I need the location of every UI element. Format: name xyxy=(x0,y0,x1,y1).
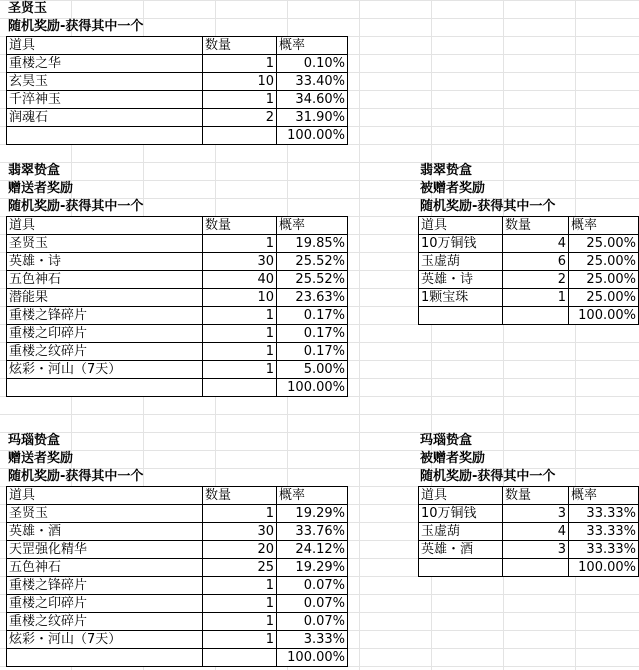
cell-total[interactable]: 100.00% xyxy=(277,127,348,145)
section-line2: 被赠者奖励 xyxy=(420,181,486,196)
cell-item[interactable]: 润魂石 xyxy=(7,109,203,127)
cell-prob[interactable]: 33.40% xyxy=(277,73,348,91)
cell-qty[interactable]: 4 xyxy=(503,235,569,253)
cell-prob[interactable]: 19.29% xyxy=(277,505,348,523)
header-item[interactable]: 道具 xyxy=(7,487,203,505)
table-header-row xyxy=(7,217,348,235)
cell-item[interactable]: 千淬神玉 xyxy=(7,91,203,109)
section-manao-giver xyxy=(6,432,348,667)
cell-item[interactable]: 英雄・酒 xyxy=(419,541,503,559)
table-row xyxy=(7,595,348,613)
reward-table xyxy=(6,486,348,667)
cell-prob[interactable]: 33.76% xyxy=(277,523,348,541)
cell-prob[interactable]: 0.17% xyxy=(277,343,348,361)
cell-qty[interactable]: 1 xyxy=(203,505,277,523)
cell-item[interactable]: 重楼之纹碎片 xyxy=(7,613,203,631)
section-title: 玛瑙贽盒 xyxy=(8,433,61,448)
header-item[interactable]: 道具 xyxy=(419,487,503,505)
section-feicui-giver xyxy=(6,162,348,397)
cell-qty[interactable]: 6 xyxy=(503,253,569,271)
cell-item[interactable]: 五色神石 xyxy=(7,559,203,577)
table-row xyxy=(7,109,348,127)
section-title: 圣贤玉 xyxy=(8,1,48,16)
table-row xyxy=(7,613,348,631)
cell-qty[interactable]: 1 xyxy=(203,325,277,343)
table-row xyxy=(419,235,639,253)
header-prob[interactable]: 概率 xyxy=(277,487,348,505)
reward-table xyxy=(6,216,348,397)
reward-table xyxy=(418,216,639,325)
table-row xyxy=(7,235,348,253)
cell-empty[interactable] xyxy=(419,307,503,325)
cell-empty[interactable] xyxy=(203,127,277,145)
section-shengxianyu xyxy=(6,0,348,145)
header-item[interactable]: 道具 xyxy=(7,217,203,235)
header-item[interactable]: 道具 xyxy=(419,217,503,235)
header-qty[interactable]: 数量 xyxy=(503,217,569,235)
cell-total[interactable]: 100.00% xyxy=(569,307,639,325)
cell-qty[interactable]: 3 xyxy=(503,505,569,523)
cell-qty[interactable]: 1 xyxy=(503,289,569,307)
cell-prob[interactable]: 23.63% xyxy=(277,289,348,307)
table-row xyxy=(7,559,348,577)
section-feicui-receiver xyxy=(418,162,639,325)
cell-item[interactable]: 重楼之纹碎片 xyxy=(7,343,203,361)
cell-item[interactable]: 10万铜钱 xyxy=(419,505,503,523)
cell-total[interactable]: 100.00% xyxy=(277,649,348,667)
table-row xyxy=(7,325,348,343)
table-total-row xyxy=(7,127,348,145)
cell-prob[interactable]: 19.85% xyxy=(277,235,348,253)
cell-item[interactable]: 潜能果 xyxy=(7,289,203,307)
cell-prob[interactable]: 25.00% xyxy=(569,235,639,253)
cell-empty[interactable] xyxy=(203,649,277,667)
cell-item[interactable]: 圣贤玉 xyxy=(7,235,203,253)
cell-item[interactable]: 炫彩・河山（7天） xyxy=(7,631,203,649)
table-row xyxy=(419,271,639,289)
cell-qty[interactable]: 1 xyxy=(203,307,277,325)
section-subtitle: 随机奖励-获得其中一个 xyxy=(8,469,144,484)
cell-item[interactable]: 圣贤玉 xyxy=(7,505,203,523)
cell-item[interactable]: 玉虚葫 xyxy=(419,253,503,271)
header-qty[interactable]: 数量 xyxy=(203,217,277,235)
section-subtitle: 随机奖励-获得其中一个 xyxy=(8,19,144,34)
header-prob[interactable]: 概率 xyxy=(277,217,348,235)
cell-qty[interactable]: 20 xyxy=(203,541,277,559)
table-row xyxy=(7,631,348,649)
header-qty[interactable]: 数量 xyxy=(503,487,569,505)
cell-prob[interactable]: 0.07% xyxy=(277,613,348,631)
cell-item[interactable]: 英雄・诗 xyxy=(419,271,503,289)
table-total-row xyxy=(419,307,639,325)
section-title: 玛瑙贽盒 xyxy=(420,433,473,448)
header-qty[interactable]: 数量 xyxy=(203,37,277,55)
table-row xyxy=(7,577,348,595)
cell-total[interactable]: 100.00% xyxy=(569,559,639,577)
cell-prob[interactable]: 24.12% xyxy=(277,541,348,559)
section-line2: 赠送者奖励 xyxy=(8,181,74,196)
cell-qty[interactable]: 1 xyxy=(203,55,277,73)
table-total-row xyxy=(419,559,639,577)
cell-prob[interactable]: 34.60% xyxy=(277,91,348,109)
cell-item[interactable]: 五色神石 xyxy=(7,271,203,289)
table-row xyxy=(419,523,639,541)
table-header-row xyxy=(419,217,639,235)
cell-item[interactable]: 玉虚葫 xyxy=(419,523,503,541)
cell-qty[interactable]: 1 xyxy=(203,343,277,361)
table-row xyxy=(7,55,348,73)
cell-qty[interactable]: 1 xyxy=(203,235,277,253)
section-subtitle: 随机奖励-获得其中一个 xyxy=(8,199,144,214)
cell-qty[interactable]: 10 xyxy=(203,73,277,91)
cell-qty[interactable]: 1 xyxy=(203,91,277,109)
cell-qty[interactable]: 2 xyxy=(203,109,277,127)
cell-prob[interactable]: 25.52% xyxy=(277,271,348,289)
section-manao-receiver xyxy=(418,432,639,577)
cell-prob[interactable]: 0.07% xyxy=(277,595,348,613)
cell-total[interactable]: 100.00% xyxy=(277,379,348,397)
section-subtitle: 随机奖励-获得其中一个 xyxy=(420,199,556,214)
table-row xyxy=(419,505,639,523)
cell-item[interactable]: 炫彩・河山（7天） xyxy=(7,361,203,379)
cell-prob[interactable]: 25.52% xyxy=(277,253,348,271)
table-row xyxy=(7,541,348,559)
table-header-row xyxy=(7,37,348,55)
table-row xyxy=(419,253,639,271)
cell-qty[interactable]: 10 xyxy=(203,289,277,307)
cell-item[interactable]: 重楼之锋碎片 xyxy=(7,307,203,325)
cell-qty[interactable]: 3 xyxy=(503,541,569,559)
section-title: 翡翠贽盒 xyxy=(8,163,61,178)
cell-item[interactable]: 10万铜钱 xyxy=(419,235,503,253)
cell-qty[interactable]: 25 xyxy=(203,559,277,577)
table-row xyxy=(7,343,348,361)
cell-prob[interactable]: 33.33% xyxy=(569,541,639,559)
table-header-row xyxy=(7,487,348,505)
cell-item[interactable]: 英雄・诗 xyxy=(7,253,203,271)
cell-prob[interactable]: 25.00% xyxy=(569,289,639,307)
header-prob[interactable]: 概率 xyxy=(277,37,348,55)
table-row xyxy=(7,307,348,325)
cell-item[interactable]: 重楼之印碎片 xyxy=(7,325,203,343)
cell-item[interactable]: 天罡强化精华 xyxy=(7,541,203,559)
cell-prob[interactable]: 33.33% xyxy=(569,505,639,523)
cell-qty[interactable]: 4 xyxy=(503,523,569,541)
cell-prob[interactable]: 3.33% xyxy=(277,631,348,649)
cell-item[interactable]: 1颗宝珠 xyxy=(419,289,503,307)
table-row xyxy=(7,505,348,523)
reward-table xyxy=(6,36,348,145)
cell-qty[interactable]: 1 xyxy=(203,613,277,631)
table-row xyxy=(7,253,348,271)
header-prob[interactable]: 概率 xyxy=(569,217,639,235)
cell-prob[interactable]: 0.17% xyxy=(277,325,348,343)
cell-item[interactable]: 重楼之华 xyxy=(7,55,203,73)
cell-empty[interactable] xyxy=(7,127,203,145)
table-header-row xyxy=(419,487,639,505)
table-row xyxy=(419,289,639,307)
table-total-row xyxy=(7,379,348,397)
cell-prob[interactable]: 0.17% xyxy=(277,307,348,325)
cell-item[interactable]: 英雄・酒 xyxy=(7,523,203,541)
cell-item[interactable]: 重楼之锋碎片 xyxy=(7,577,203,595)
cell-prob[interactable]: 5.00% xyxy=(277,361,348,379)
header-qty[interactable]: 数量 xyxy=(203,487,277,505)
cell-empty[interactable] xyxy=(203,379,277,397)
section-line2: 被赠者奖励 xyxy=(420,451,486,466)
section-title: 翡翠贽盒 xyxy=(420,163,473,178)
cell-empty[interactable] xyxy=(503,559,569,577)
cell-qty[interactable]: 30 xyxy=(203,253,277,271)
table-row xyxy=(7,91,348,109)
table-total-row xyxy=(7,649,348,667)
cell-qty[interactable]: 2 xyxy=(503,271,569,289)
section-subtitle: 随机奖励-获得其中一个 xyxy=(420,469,556,484)
cell-qty[interactable]: 30 xyxy=(203,523,277,541)
cell-prob[interactable]: 31.90% xyxy=(277,109,348,127)
cell-prob[interactable]: 25.00% xyxy=(569,271,639,289)
cell-empty[interactable] xyxy=(503,307,569,325)
table-row xyxy=(419,541,639,559)
cell-qty[interactable]: 40 xyxy=(203,271,277,289)
cell-empty[interactable] xyxy=(7,649,203,667)
cell-empty[interactable] xyxy=(419,559,503,577)
cell-qty[interactable]: 1 xyxy=(203,577,277,595)
cell-empty[interactable] xyxy=(7,379,203,397)
cell-qty[interactable]: 1 xyxy=(203,595,277,613)
cell-qty[interactable]: 1 xyxy=(203,631,277,649)
cell-prob[interactable]: 0.10% xyxy=(277,55,348,73)
table-row xyxy=(7,361,348,379)
table-row xyxy=(7,271,348,289)
table-row xyxy=(7,523,348,541)
header-item[interactable]: 道具 xyxy=(7,37,203,55)
cell-qty[interactable]: 1 xyxy=(203,361,277,379)
section-line2: 赠送者奖励 xyxy=(8,451,74,466)
cell-item[interactable]: 玄昊玉 xyxy=(7,73,203,91)
cell-prob[interactable]: 19.29% xyxy=(277,559,348,577)
table-row xyxy=(7,289,348,307)
cell-item[interactable]: 重楼之印碎片 xyxy=(7,595,203,613)
cell-prob[interactable]: 33.33% xyxy=(569,523,639,541)
header-prob[interactable]: 概率 xyxy=(569,487,639,505)
cell-prob[interactable]: 25.00% xyxy=(569,253,639,271)
cell-prob[interactable]: 0.07% xyxy=(277,577,348,595)
reward-table xyxy=(418,486,639,577)
table-row xyxy=(7,73,348,91)
